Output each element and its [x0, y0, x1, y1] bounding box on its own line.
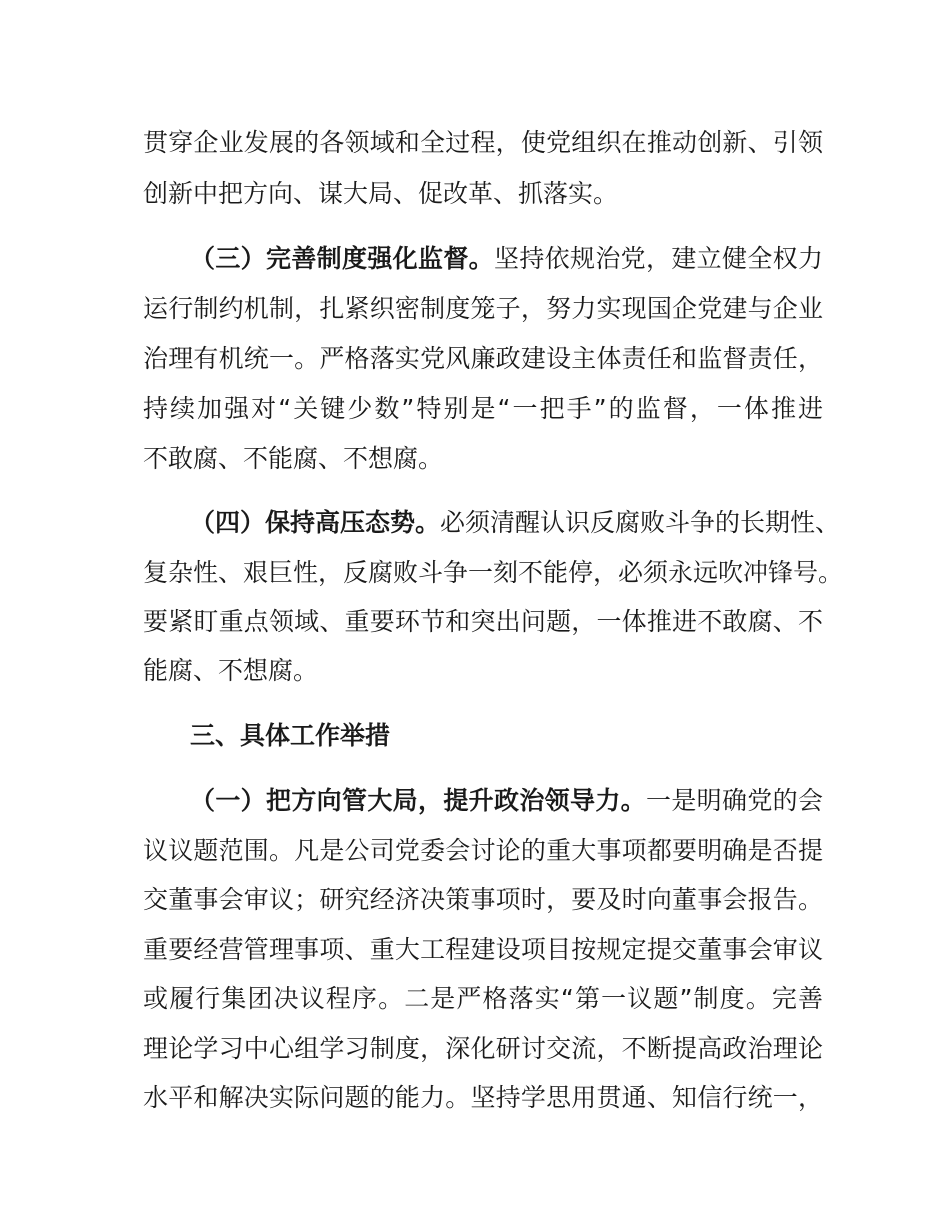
paragraph-line: [190, 503, 841, 543]
paragraph-line: 治理有机统一。严格落实党风廉政建设主体责任和监督责任，: [143, 344, 823, 373]
paragraph-line: 持续加强对“关键少数”特别是“一把手”的监督，一体推进: [143, 394, 823, 423]
paragraph-line: 能腐、不想腐。: [143, 656, 319, 685]
paragraph-text: 一是明确党的会: [645, 786, 823, 815]
paragraph-line: 要紧盯重点领域、重要环节和突出问题，一体推进不敢腐、不: [143, 607, 823, 636]
paragraph-line: 不敢腐、不能腐、不想腐。: [143, 444, 444, 473]
paragraph-line: 水平和解决实际问题的能力。坚持学思用贯通、知信行统一，: [143, 1083, 823, 1112]
paragraph-line: [190, 781, 823, 821]
paragraph-line: 贯穿企业发展的各领域和全过程，使党组织在推动创新、引领: [143, 128, 823, 157]
paragraph-line: 运行制约机制，扎紧织密制度笼子，努力实现国企党建与企业: [143, 294, 823, 323]
paragraph-lead: （四）保持高压态势。: [190, 508, 441, 537]
paragraph-line: 交董事会审议；研究经济决策事项时，要及时向董事会报告。: [143, 885, 823, 914]
paragraph-line: 创新中把方向、谋大局、促改革、抓落实。: [143, 179, 619, 208]
paragraph-line: 议议题范围。凡是公司党委会讨论的重大事项都要明确是否提: [143, 836, 823, 865]
paragraph-line: [190, 239, 823, 279]
paragraph-text: 坚持依规治党，建立健全权力: [494, 244, 823, 273]
paragraph-line: 复杂性、艰巨性，反腐败斗争一刻不能停，必须永远吹冲锋号。: [143, 558, 844, 587]
section-heading: 三、具体工作举措: [190, 721, 391, 750]
paragraph-line: 理论学习中心组学习制度，深化研讨交流，不断提高政治理论: [143, 1034, 823, 1063]
paragraph-line: 重要经营管理事项、重大工程建设项目按规定提交董事会审议: [143, 935, 823, 964]
paragraph-lead: （三）完善制度强化监督。: [190, 244, 494, 273]
paragraph-line: 或履行集团决议程序。二是严格落实“第一议题”制度。完善: [143, 984, 823, 1013]
paragraph-lead: （一）把方向管大局，提升政治领导力。: [190, 786, 646, 815]
paragraph-text: 必须清醒认识反腐败斗争的长期性、: [440, 508, 841, 537]
